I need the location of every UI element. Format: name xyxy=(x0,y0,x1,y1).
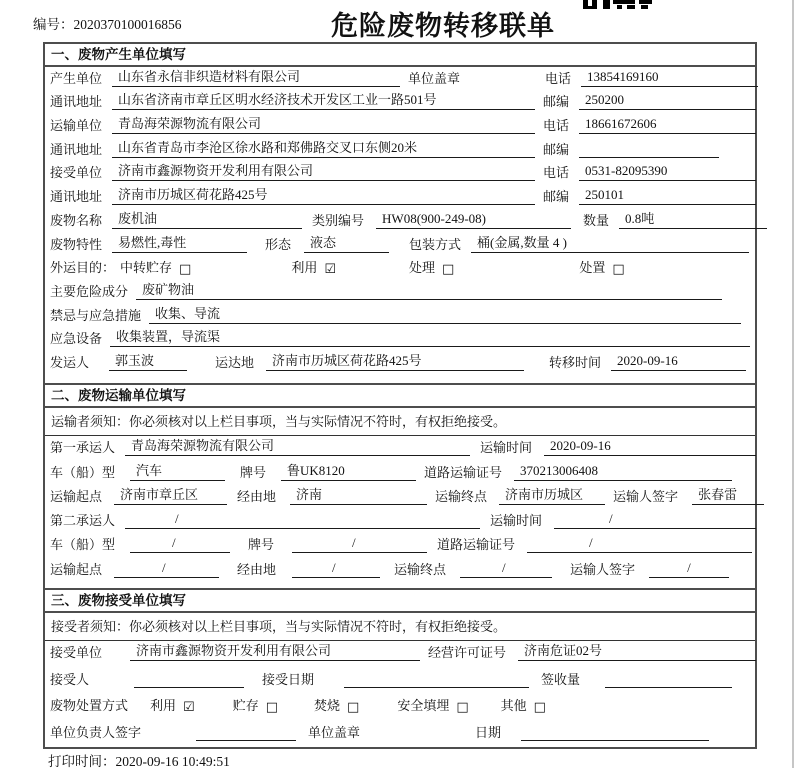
carrier-sign-label: 运输人签字 xyxy=(570,561,636,577)
section2-header: 二、废物运输单位填写 xyxy=(45,383,755,408)
carrier1-value: 青岛海荣源物流有限公司 xyxy=(125,435,470,456)
purpose-transit-checkbox: □ xyxy=(179,262,192,278)
quantity-value: 0.8吨 xyxy=(619,208,767,229)
transporter-address-value: 山东省青岛市李沧区徐水路和郑佛路交叉口东侧20米 xyxy=(112,137,535,158)
disposal-landfill-checkbox: □ xyxy=(456,700,469,716)
form-state-value: 液态 xyxy=(304,232,389,253)
road-license-label: 道路运输证号 xyxy=(424,464,503,480)
head-signature-value xyxy=(196,739,296,741)
disposal-method-row xyxy=(45,694,755,721)
waste-trait-value: 易燃性,毒性 xyxy=(112,232,247,253)
emergency-equipment-row xyxy=(45,328,755,352)
disposal-other-label: 其他 xyxy=(500,698,527,714)
disposal-use-label: 利用 xyxy=(150,698,177,714)
address-label: 通讯地址 xyxy=(50,94,103,110)
carrier2-sign-value: / xyxy=(649,560,729,578)
waste-name-value: 废机油 xyxy=(112,208,302,229)
serial-label: 编号： xyxy=(33,17,74,32)
shipper-label: 发运人 xyxy=(50,354,90,370)
receiver-unit-value: 济南市鑫源物资开发利用有限公司 xyxy=(112,160,535,181)
purpose-dispose-checkbox: □ xyxy=(612,262,625,278)
producer-unit-value: 山东省永信非织造材料有限公司 xyxy=(112,66,400,87)
transporter-phone-value: 18661672606 xyxy=(579,116,756,134)
main-hazard-label: 主要危险成分 xyxy=(50,283,129,299)
permit-number-value: 济南危证02号 xyxy=(518,640,756,661)
head-signature-row xyxy=(45,720,755,747)
phone-label: 电话 xyxy=(545,70,572,86)
sign-date-value xyxy=(521,739,709,741)
plate-number-label: 牌号 xyxy=(240,464,267,480)
receipt-qty-value xyxy=(605,686,732,688)
accept-date-value xyxy=(344,686,529,688)
producer-unit-label: 产生单位 xyxy=(50,70,103,86)
zip-label: 邮编 xyxy=(543,189,570,205)
phone-label: 电话 xyxy=(543,165,570,181)
taboo-measures-row xyxy=(45,304,755,328)
carrier2-label: 第二承运人 xyxy=(50,513,116,529)
purpose-option-treat-label: 处理 xyxy=(409,260,436,276)
transfer-purpose-label: 外运目的： xyxy=(50,260,116,276)
carrier1-via-value: 济南 xyxy=(290,484,427,505)
serial-number-line xyxy=(33,13,182,33)
unit-seal-label: 单位盖章 xyxy=(308,724,361,740)
vehicle-type-label: 车（船）型 xyxy=(50,464,116,480)
receiver-address-row xyxy=(45,185,755,209)
carrier1-origin-value: 济南市章丘区 xyxy=(114,484,227,505)
category-code-value: HW08(900-249-08) xyxy=(376,211,571,229)
disposal-burn-checkbox: □ xyxy=(347,700,360,716)
vehicle-type-label: 车（船）型 xyxy=(50,537,116,553)
receiver-unit-label: 接受单位 xyxy=(50,165,103,181)
transport-time-label: 运输时间 xyxy=(480,440,533,456)
disposal-method-label: 废物处置方式 xyxy=(50,698,129,714)
form-state-label: 形态 xyxy=(265,236,292,252)
producer-unit-row xyxy=(45,67,755,91)
receiver-zip-value: 250101 xyxy=(579,187,756,205)
carrier1-end-value: 济南市历城区 xyxy=(499,484,605,505)
carrier1-sign-value: 张春雷 xyxy=(692,484,764,505)
carrier2-time-value: / xyxy=(554,511,756,529)
zip-label: 邮编 xyxy=(543,94,570,110)
carrier1-label: 第一承运人 xyxy=(50,440,116,456)
carrier1-vehicle-value: 汽车 xyxy=(130,460,225,481)
accept-unit-row xyxy=(45,641,755,668)
section1-body xyxy=(45,67,755,383)
end-label: 运输终点 xyxy=(435,488,488,504)
section2-body xyxy=(45,436,755,588)
transfer-time-label: 转移时间 xyxy=(549,354,602,370)
carrier2-vehicle-value: / xyxy=(130,535,230,553)
document-title: 危险废物转移联单 xyxy=(331,11,555,41)
transporter-unit-row xyxy=(45,114,755,138)
shipper-value: 郭玉波 xyxy=(109,350,187,371)
carrier2-row xyxy=(45,509,755,533)
section1-header: 一、废物产生单位填写 xyxy=(45,44,755,67)
disposal-landfill-label: 安全填埋 xyxy=(397,698,450,714)
serial-value: 2020370100016856 xyxy=(73,17,182,32)
receiver-phone-value: 0531-82095390 xyxy=(579,163,756,181)
transporter-notice: 运输者须知：你必须核对以上栏目事项，当与实际情况不符时，有权拒绝接受。 xyxy=(45,408,755,436)
carrier2-plate-value: / xyxy=(292,535,427,553)
waste-name-row xyxy=(45,209,755,233)
purpose-option-use-label: 利用 xyxy=(291,260,318,276)
producer-zip-value: 250200 xyxy=(579,92,756,110)
unit-seal-label: 单位盖章 xyxy=(408,70,461,86)
transporter-unit-label: 运输单位 xyxy=(50,118,103,134)
head-signature-label: 单位负责人签字 xyxy=(50,724,142,740)
emergency-equipment-label: 应急设备 xyxy=(50,331,103,347)
accept-date-label: 接受日期 xyxy=(262,671,315,687)
carrier1-license-value: 370213006408 xyxy=(514,463,732,481)
disposal-store-checkbox: □ xyxy=(265,700,278,716)
transporter-address-row xyxy=(45,138,755,162)
carrier2-origin-value: / xyxy=(114,560,219,578)
purpose-use-checkbox: ☑ xyxy=(324,262,336,278)
plate-number-label: 牌号 xyxy=(248,537,275,553)
quantity-label: 数量 xyxy=(583,212,610,228)
transfer-purpose-row xyxy=(45,257,755,281)
main-hazard-value: 废矿物油 xyxy=(136,279,722,300)
receiver-address-value: 济南市历城区荷花路425号 xyxy=(112,184,535,205)
print-time-line xyxy=(48,750,230,770)
packing-value: 桶(金属,数量 4 ) xyxy=(471,232,749,253)
carrier2-vehicle-row xyxy=(45,533,755,557)
carrier2-license-value: / xyxy=(527,535,752,553)
transporter-unit-value: 青岛海荣源物流有限公司 xyxy=(112,113,535,134)
packing-label: 包装方式 xyxy=(409,236,462,252)
disposal-use-checkbox: ☑ xyxy=(183,700,195,716)
category-code-label: 类别编号 xyxy=(312,212,365,228)
carrier1-route-row xyxy=(45,485,755,509)
zip-label: 邮编 xyxy=(543,141,570,157)
origin-label: 运输起点 xyxy=(50,488,103,504)
via-label: 经由地 xyxy=(237,488,277,504)
taboo-measures-label: 禁忌与应急措施 xyxy=(50,307,142,323)
waste-trait-label: 废物特性 xyxy=(50,236,103,252)
destination-value: 济南市历城区荷花路425号 xyxy=(266,350,524,371)
receiver-unit-row xyxy=(45,162,755,186)
carrier1-plate-value: 鲁UK8120 xyxy=(281,460,416,481)
transporter-zip-value xyxy=(579,156,719,158)
producer-address-value: 山东省济南市章丘区明水经济技术开发区工业一路501号 xyxy=(112,89,535,110)
sign-date-label: 日期 xyxy=(475,724,502,740)
main-hazard-row xyxy=(45,280,755,304)
waste-trait-row xyxy=(45,233,755,257)
carrier2-via-value: / xyxy=(292,560,380,578)
print-time-value: 2020-09-16 10:49:51 xyxy=(115,754,230,769)
purpose-treat-checkbox: □ xyxy=(442,262,455,278)
road-license-label: 道路运输证号 xyxy=(437,537,516,553)
address-label: 通讯地址 xyxy=(50,189,103,205)
transfer-time-value: 2020-09-16 xyxy=(611,353,746,371)
acceptor-value xyxy=(134,686,244,688)
clipped-qr-code-fragment xyxy=(583,0,653,9)
page-edge-divider xyxy=(792,0,794,768)
purpose-option-dispose-label: 处置 xyxy=(579,260,606,276)
manifest-form xyxy=(43,42,757,749)
carrier1-vehicle-row xyxy=(45,460,755,484)
producer-address-row xyxy=(45,91,755,115)
carrier1-time-value: 2020-09-16 xyxy=(544,438,756,456)
acceptor-label: 接受人 xyxy=(50,671,90,687)
origin-label: 运输起点 xyxy=(50,561,103,577)
print-time-label: 打印时间： xyxy=(48,754,116,769)
taboo-measures-value: 收集、导流 xyxy=(149,303,741,324)
carrier-sign-label: 运输人签字 xyxy=(613,488,679,504)
address-label: 通讯地址 xyxy=(50,141,103,157)
phone-label: 电话 xyxy=(543,118,570,134)
section3-body xyxy=(45,641,755,747)
carrier2-value: / xyxy=(125,511,480,529)
destination-label: 运达地 xyxy=(215,354,255,370)
carrier2-end-value: / xyxy=(460,560,552,578)
disposal-store-label: 贮存 xyxy=(232,698,259,714)
emergency-equipment-value: 收集装置，导流渠 xyxy=(110,326,750,347)
acceptor-row xyxy=(45,667,755,694)
carrier2-route-row xyxy=(45,557,755,581)
permit-number-label: 经营许可证号 xyxy=(428,645,507,661)
purpose-option-transit-label: 中转贮存 xyxy=(120,260,173,276)
transport-time-label: 运输时间 xyxy=(490,513,543,529)
waste-name-label: 废物名称 xyxy=(50,212,103,228)
section3-header: 三、废物接受单位填写 xyxy=(45,588,755,613)
via-label: 经由地 xyxy=(237,561,277,577)
end-label: 运输终点 xyxy=(394,561,447,577)
accept-unit-label: 接受单位 xyxy=(50,645,103,661)
disposal-burn-label: 焚烧 xyxy=(314,698,341,714)
disposal-other-checkbox: □ xyxy=(533,700,546,716)
shipper-row xyxy=(45,351,755,375)
producer-phone-value: 13854169160 xyxy=(581,69,758,87)
accept-unit-value: 济南市鑫源物资开发利用有限公司 xyxy=(130,640,420,661)
carrier1-row xyxy=(45,436,755,460)
receipt-qty-label: 签收量 xyxy=(541,671,581,687)
receiver-notice: 接受者须知：你必须核对以上栏目事项，当与实际情况不符时，有权拒绝接受。 xyxy=(45,613,755,641)
